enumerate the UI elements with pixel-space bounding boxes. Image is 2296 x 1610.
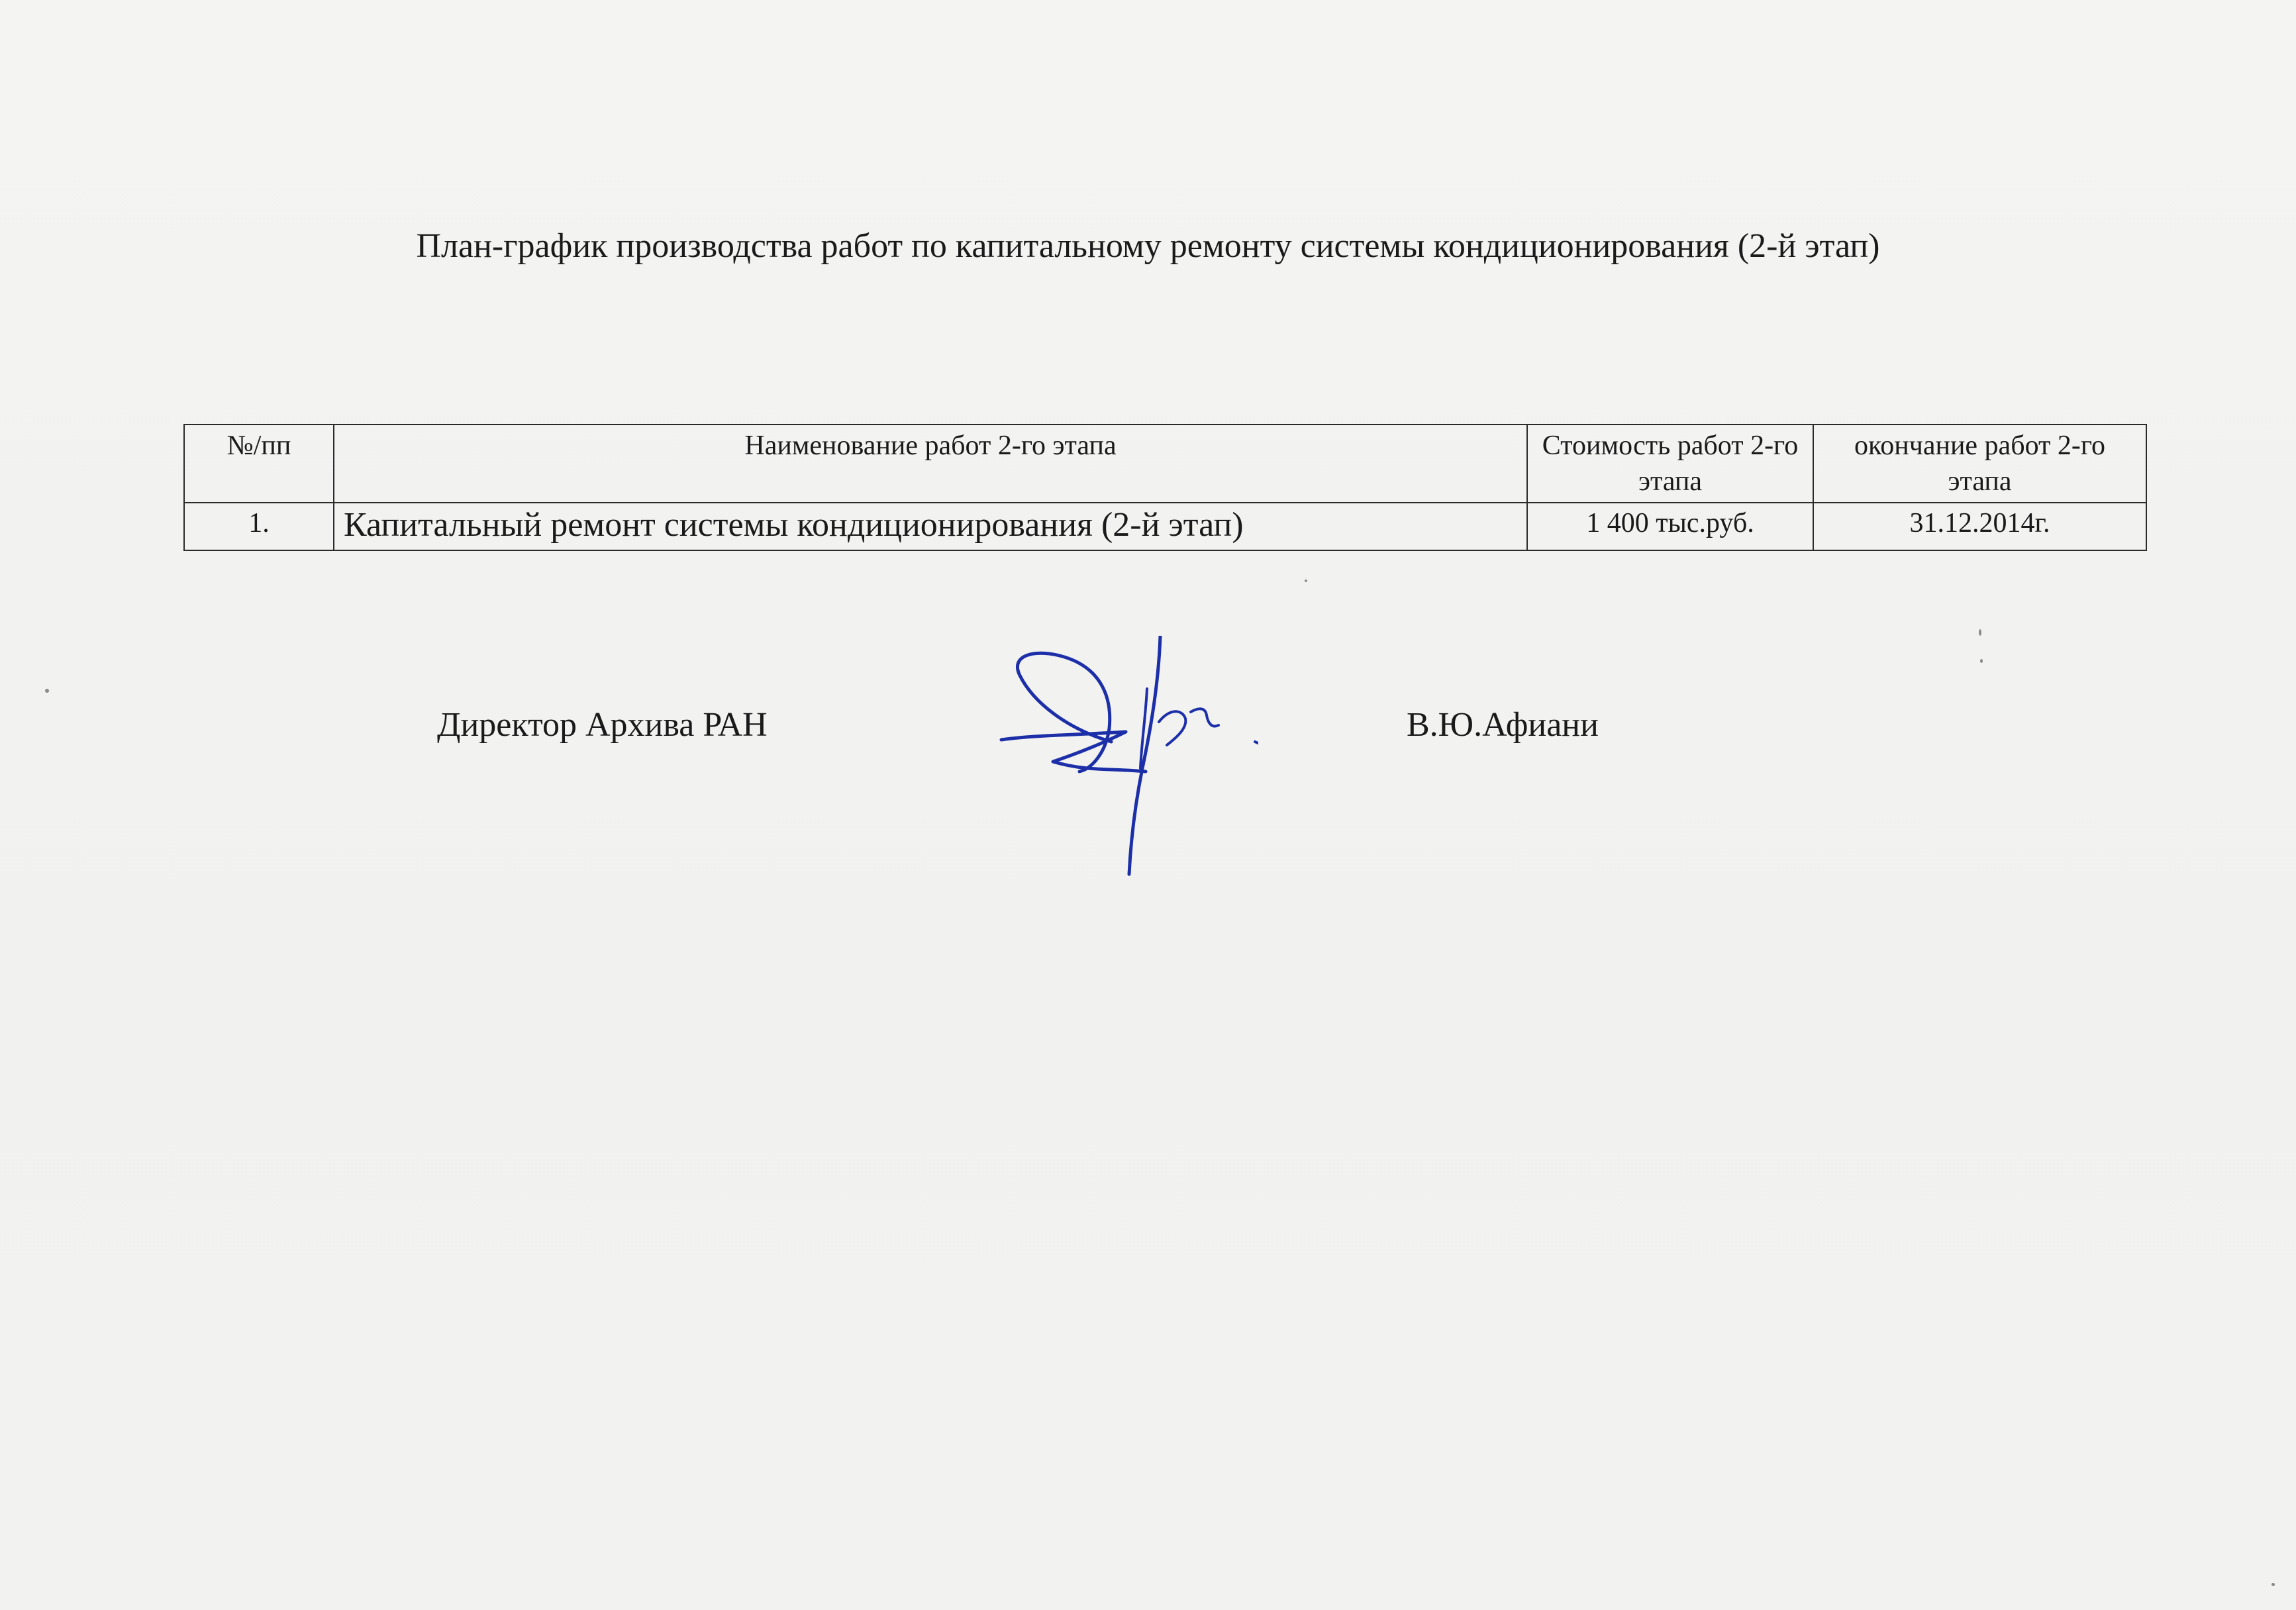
row-work-name: Капитальный ремонт системы кондиционирования (2-й этап): [334, 503, 1527, 550]
row-end-date: 31.12.2014г.: [1813, 503, 2146, 550]
paper-speck: [2271, 1583, 2275, 1586]
document-title: План-график производства работ по капитальному ремонту системы кондиционирования (2-й этап): [416, 227, 1880, 265]
signer-position: Директор Архива РАН: [437, 706, 768, 744]
paper-speck: [1305, 579, 1307, 582]
work-schedule-table: [183, 424, 2147, 551]
paper-speck: [1979, 629, 1981, 636]
paper-speck: [1980, 659, 1983, 663]
header-number: №/пп: [184, 425, 334, 503]
row-cost: 1 400 тыс.руб.: [1527, 503, 1813, 550]
signer-name: В.Ю.Афиани: [1407, 706, 1599, 744]
row-number: 1.: [184, 503, 334, 550]
table-row: [184, 503, 2146, 550]
table-header-row: [184, 425, 2146, 503]
header-work-name: Наименование работ 2-го этапа: [334, 425, 1527, 503]
header-end-date: окончание работ 2-го этапа: [1813, 425, 2146, 503]
header-cost: Стоимость работ 2-го этапа: [1527, 425, 1813, 503]
signature-icon: [993, 636, 1258, 881]
paper-speck: [45, 689, 49, 693]
